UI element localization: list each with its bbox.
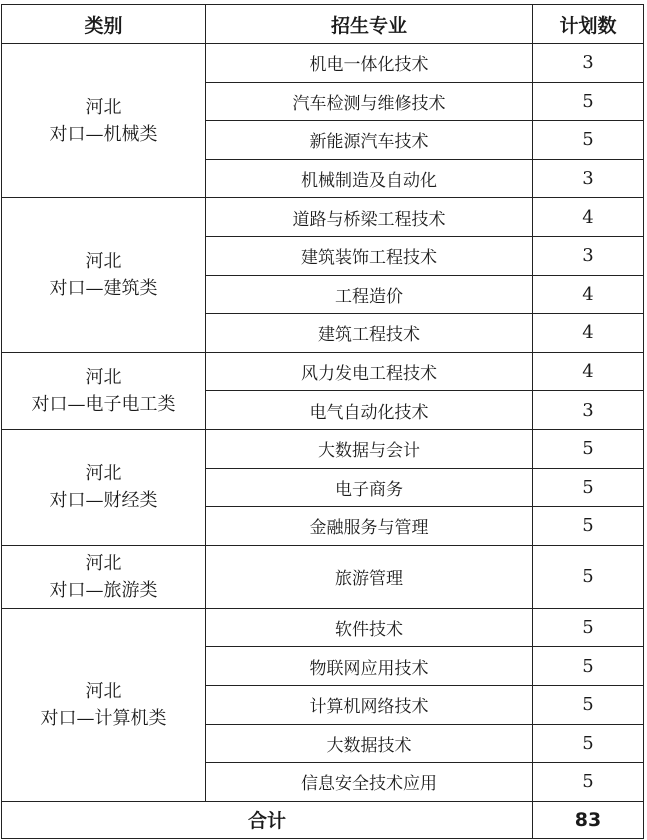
enrollment-plan-table: [1, 4, 644, 839]
header-major: 招生专业: [206, 5, 533, 44]
total-value: 83: [533, 801, 644, 838]
plan-count-cell: 5: [533, 82, 644, 121]
major-cell: 电气自动化技术: [206, 391, 533, 430]
plan-count-cell: 5: [533, 724, 644, 763]
plan-count-cell: 3: [533, 236, 644, 275]
category-cell: [2, 198, 206, 352]
plan-count-cell: 4: [533, 314, 644, 353]
plan-count-cell: 5: [533, 545, 644, 608]
plan-count-cell: 5: [533, 121, 644, 160]
header-plan: 计划数: [533, 5, 644, 44]
header-category: 类别: [2, 5, 206, 44]
major-cell: 物联网应用技术: [206, 647, 533, 686]
category-name: 对口—旅游类: [49, 579, 158, 601]
category-cell: [2, 352, 206, 429]
total-row: [2, 801, 644, 838]
category-name: 对口—电子电工类: [31, 393, 176, 415]
plan-count-cell: 5: [533, 429, 644, 468]
major-cell: 新能源汽车技术: [206, 121, 533, 160]
plan-count-cell: 5: [533, 468, 644, 507]
table-row: [2, 608, 644, 647]
category-region: 河北: [85, 251, 122, 273]
plan-count-cell: 4: [533, 198, 644, 237]
table-row: [2, 352, 644, 391]
major-cell: 工程造价: [206, 275, 533, 314]
major-cell: 风力发电工程技术: [206, 352, 533, 391]
table-body: [2, 44, 644, 802]
plan-count-cell: 3: [533, 159, 644, 198]
major-cell: 金融服务与管理: [206, 507, 533, 546]
major-cell: 信息安全技术应用: [206, 763, 533, 802]
category-cell: [2, 545, 206, 608]
category-name: 对口—财经类: [49, 490, 158, 512]
plan-count-cell: 5: [533, 507, 644, 546]
category-cell: [2, 608, 206, 801]
major-cell: 电子商务: [206, 468, 533, 507]
table-row: [2, 44, 644, 83]
plan-count-cell: 4: [533, 352, 644, 391]
table-row: [2, 429, 644, 468]
table-row: [2, 198, 644, 237]
category-name: 对口—计算机类: [40, 707, 167, 729]
plan-count-cell: 5: [533, 608, 644, 647]
major-cell: 道路与桥梁工程技术: [206, 198, 533, 237]
major-cell: 机械制造及自动化: [206, 159, 533, 198]
category-name: 对口—机械类: [49, 123, 158, 145]
category-cell: [2, 44, 206, 198]
plan-count-cell: 5: [533, 763, 644, 802]
major-cell: 旅游管理: [206, 545, 533, 608]
major-cell: 大数据技术: [206, 724, 533, 763]
plan-count-cell: 3: [533, 44, 644, 83]
plan-count-cell: 4: [533, 275, 644, 314]
plan-count-cell: 5: [533, 685, 644, 724]
plan-count-cell: 3: [533, 391, 644, 430]
category-cell: [2, 429, 206, 545]
major-cell: 机电一体化技术: [206, 44, 533, 83]
major-cell: 软件技术: [206, 608, 533, 647]
major-cell: 建筑工程技术: [206, 314, 533, 353]
category-region: 河北: [85, 366, 122, 388]
category-name: 对口—建筑类: [49, 278, 158, 300]
category-region: 河北: [85, 96, 122, 118]
major-cell: 计算机网络技术: [206, 685, 533, 724]
major-cell: 大数据与会计: [206, 429, 533, 468]
category-region: 河北: [85, 680, 122, 702]
plan-count-cell: 5: [533, 647, 644, 686]
table-row: [2, 545, 644, 608]
major-cell: 建筑装饰工程技术: [206, 236, 533, 275]
major-cell: 汽车检测与维修技术: [206, 82, 533, 121]
category-region: 河北: [85, 552, 122, 574]
category-region: 河北: [85, 463, 122, 485]
total-label: 合计: [2, 801, 533, 838]
header-row: [2, 5, 644, 44]
